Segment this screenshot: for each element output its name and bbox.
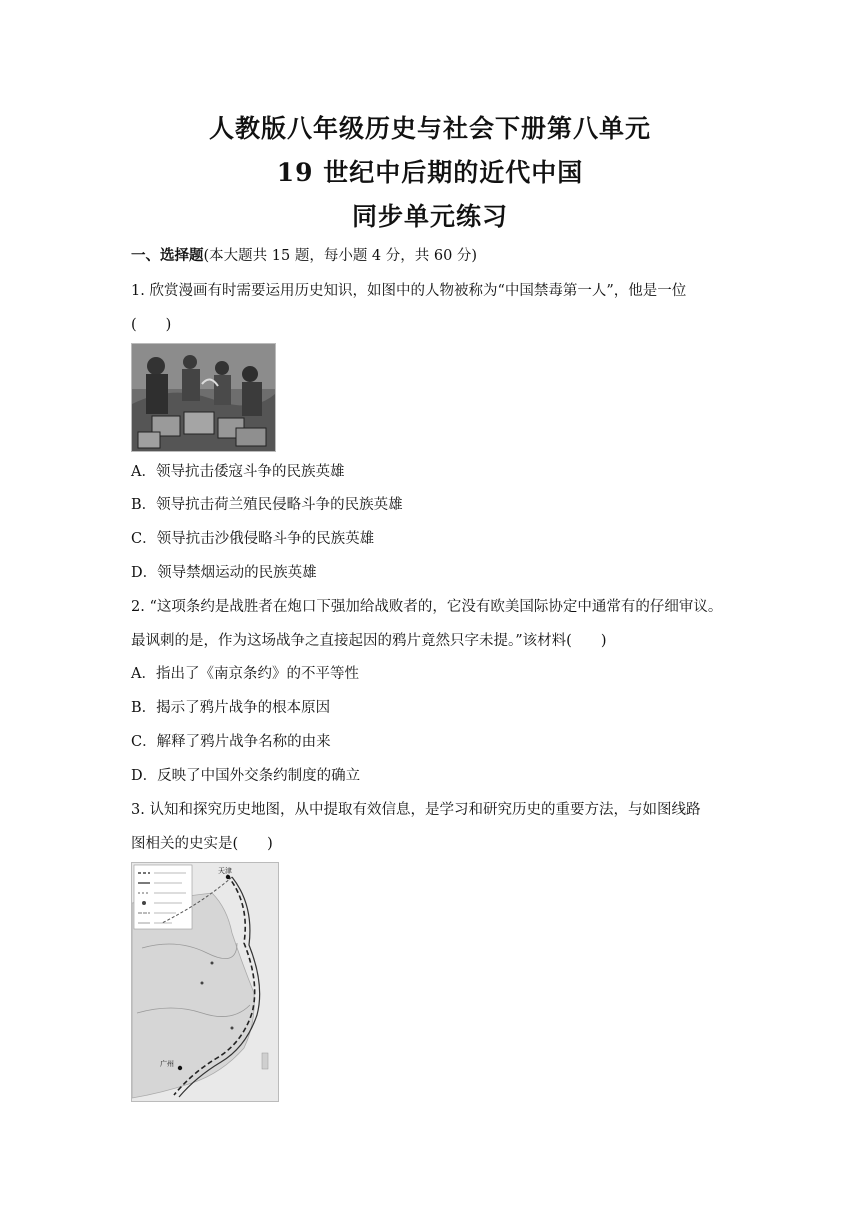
q2-option-a: A．指出了《南京条约》的不平等性 bbox=[131, 666, 359, 682]
q2-stem-line-2: 最讽刺的是，作为这场战争之直接起因的鸦片竟然只字未提。”该材料( ) bbox=[131, 633, 607, 649]
section-note: (本大题共 15 题，每小题 4 分，共 60 分) bbox=[203, 248, 478, 264]
q2-option-c: C．解释了鸦片战争名称的由来 bbox=[131, 734, 331, 750]
document-title-line-3: 同步单元练习 bbox=[351, 202, 508, 231]
map-label-guangzhou: 广州 bbox=[160, 1061, 174, 1068]
map-label-tianjin: 天津 bbox=[218, 868, 232, 875]
route-map-image bbox=[132, 863, 278, 1101]
document-title-line-2: 19 世纪中后期的近代中国 bbox=[276, 158, 584, 187]
q3-stem-line-2: 图相关的史实是( ) bbox=[131, 836, 273, 852]
q1-option-c: C．领导抗击沙俄侵略斗争的民族英雄 bbox=[131, 531, 375, 547]
q3-stem-line-1: 3. 认知和探究历史地图，从中提取有效信息，是学习和研究历史的重要方法，与如图线路 bbox=[131, 802, 701, 818]
q3-route-map bbox=[131, 862, 279, 1102]
q1-cartoon-illustration bbox=[131, 343, 276, 452]
q1-stem-line-1: 1. 欣赏漫画有时需要运用历史知识，如图中的人物被称为“中国禁毒第一人”，他是一位 bbox=[131, 283, 687, 299]
q1-stem-line-2: ( ) bbox=[131, 317, 172, 333]
q2-stem-line-1: 2. “这项条约是战胜者在炮口下强加给战败者的，它没有欧美国际协定中通常有的仔细审议。 bbox=[131, 599, 723, 615]
section-heading bbox=[131, 246, 477, 266]
cartoon-image bbox=[132, 344, 275, 451]
document-title-line-1: 人教版八年级历史与社会下册第八单元 bbox=[208, 114, 651, 143]
q2-option-d: D．反映了中国外交条约制度的确立 bbox=[131, 768, 361, 784]
tianjin-marker bbox=[226, 875, 230, 879]
q2-option-b: B．揭示了鸦片战争的根本原因 bbox=[131, 700, 331, 716]
guangzhou-marker bbox=[178, 1066, 182, 1070]
q1-option-b: B．领导抗击荷兰殖民侵略斗争的民族英雄 bbox=[131, 497, 403, 513]
q1-option-d: D．领导禁烟运动的民族英雄 bbox=[131, 565, 317, 581]
section-heading-label: 一、选择题 bbox=[131, 247, 204, 264]
q1-option-a: A．领导抗击倭寇斗争的民族英雄 bbox=[131, 464, 345, 480]
